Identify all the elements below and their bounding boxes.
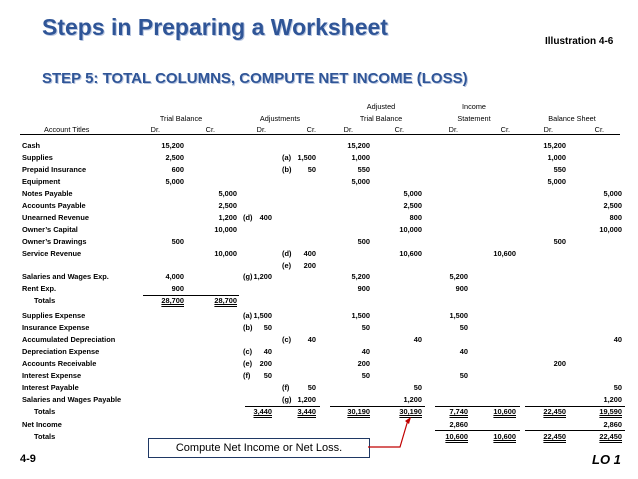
adjustment-letter: (d) — [282, 249, 292, 258]
header-adjustments: Adjustments — [259, 114, 301, 123]
net-income-callout: Compute Net Income or Net Loss. — [148, 438, 370, 458]
cell-atb-dr: 5,200 — [351, 272, 370, 281]
account-title: Salaries and Wages Payable — [22, 395, 122, 404]
cell-is-dr: 900 — [455, 284, 468, 293]
adjustment-letter: (b) — [243, 323, 253, 332]
cell-tb-dr: 4,000 — [165, 272, 184, 281]
cell-adj-dr: 400 — [259, 213, 272, 222]
header-adjusted-line1: Adjusted — [366, 102, 396, 111]
account-title: Owner’s Drawings — [22, 237, 87, 246]
cell-is-dr: 7,740 — [449, 407, 468, 416]
cell-atb-dr: 1,000 — [351, 153, 370, 162]
page-title: Steps in Preparing a Worksheet — [42, 14, 388, 40]
cell-atb-cr: 30,190 — [399, 407, 422, 416]
cell-adj-dr: 1,500 — [253, 311, 272, 320]
header-is-cr: Cr. — [500, 125, 510, 134]
cell-bs-cr: 1,200 — [603, 395, 622, 404]
cell-atb-cr: 2,500 — [403, 201, 422, 210]
header-adj-cr: Cr. — [306, 125, 316, 134]
account-title: Accounts Payable — [22, 201, 86, 210]
adjustment-letter: (f) — [282, 383, 290, 392]
cell-adj-cr: 40 — [307, 335, 316, 344]
account-title: Totals — [34, 432, 56, 441]
cell-bs-cr: 800 — [609, 213, 622, 222]
cell-atb-dr: 30,190 — [347, 407, 370, 416]
cell-bs-dr: 15,200 — [543, 141, 566, 150]
cell-bs-cr: 22,450 — [599, 432, 622, 441]
account-title: Totals — [34, 407, 56, 416]
cell-adj-cr: 400 — [303, 249, 316, 258]
step-heading: STEP 5: TOTAL COLUMNS, COMPUTE NET INCOME (LOSS) — [42, 70, 468, 87]
cell-tb-dr: 600 — [171, 165, 184, 174]
cell-is-dr: 40 — [459, 347, 468, 356]
cell-bs-cr: 40 — [613, 335, 622, 344]
account-title: Salaries and Wages Exp. — [22, 272, 109, 281]
cell-atb-cr: 50 — [413, 383, 422, 392]
cell-tb-dr: 900 — [171, 284, 184, 293]
adjustment-letter: (b) — [282, 165, 292, 174]
cell-adj-dr: 50 — [263, 323, 272, 332]
header-balance-sheet: Balance Sheet — [548, 114, 596, 123]
header-account-titles: Account Titles — [44, 125, 90, 134]
header-income-line1: Income — [462, 102, 486, 111]
cell-atb-dr: 900 — [357, 284, 370, 293]
cell-atb-cr: 5,000 — [403, 189, 422, 198]
cell-atb-dr: 500 — [357, 237, 370, 246]
cell-is-dr: 5,200 — [449, 272, 468, 281]
cell-adj-cr: 200 — [303, 261, 316, 270]
illustration-label: Illustration 4-6 — [545, 36, 614, 47]
cell-bs-cr: 50 — [613, 383, 622, 392]
cell-atb-dr: 15,200 — [347, 141, 370, 150]
cell-bs-dr: 1,000 — [547, 153, 566, 162]
account-title: Insurance Expense — [22, 323, 90, 332]
cell-bs-dr: 5,000 — [547, 177, 566, 186]
cell-atb-dr: 550 — [357, 165, 370, 174]
cell-adj-dr: 40 — [263, 347, 272, 356]
account-title: Accumulated Depreciation — [22, 335, 116, 344]
account-title: Owner’s Capital — [22, 225, 78, 234]
cell-bs-cr: 10,000 — [599, 225, 622, 234]
cell-is-dr: 2,860 — [449, 420, 468, 429]
header-income-line2: Statement — [457, 114, 491, 123]
cell-is-dr: 50 — [459, 323, 468, 332]
header-trial-balance: Trial Balance — [159, 114, 203, 123]
cell-is-cr: 10,600 — [493, 432, 516, 441]
cell-is-cr: 10,600 — [493, 249, 516, 258]
cell-bs-dr: 22,450 — [543, 432, 566, 441]
learning-objective: LO 1 — [592, 452, 621, 467]
adjustment-letter: (g) — [282, 395, 292, 404]
cell-tb-dr: 500 — [171, 237, 184, 246]
header-bs-cr: Cr. — [594, 125, 604, 134]
cell-atb-dr: 5,000 — [351, 177, 370, 186]
header-adj-dr: Dr. — [256, 125, 266, 134]
cell-is-dr: 10,600 — [445, 432, 468, 441]
cell-bs-cr: 2,860 — [603, 420, 622, 429]
adjustment-letter: (c) — [282, 335, 292, 344]
cell-atb-dr: 1,500 — [351, 311, 370, 320]
header-adjusted-line2: Trial Balance — [359, 114, 403, 123]
cell-adj-dr: 50 — [263, 371, 272, 380]
cell-atb-cr: 10,000 — [399, 225, 422, 234]
cell-adj-dr: 3,440 — [253, 407, 272, 416]
cell-adj-dr: 200 — [259, 359, 272, 368]
account-title: Interest Payable — [22, 383, 79, 392]
header-tb-cr: Cr. — [205, 125, 215, 134]
header-bs-dr: Dr. — [543, 125, 553, 134]
account-title: Rent Exp. — [22, 284, 57, 293]
header-atb-dr: Dr. — [343, 125, 353, 134]
cell-bs-cr: 19,590 — [599, 407, 622, 416]
cell-tb-cr: 5,000 — [218, 189, 237, 198]
cell-bs-cr: 5,000 — [603, 189, 622, 198]
header-atb-cr: Cr. — [394, 125, 404, 134]
cell-atb-dr: 50 — [361, 323, 370, 332]
cell-adj-dr: 1,200 — [253, 272, 272, 281]
cell-adj-cr: 50 — [307, 383, 316, 392]
adjustment-letter: (e) — [282, 261, 292, 270]
account-title: Net Income — [22, 420, 62, 429]
account-title: Service Revenue — [22, 249, 82, 258]
cell-bs-dr: 500 — [553, 237, 566, 246]
cell-atb-dr: 40 — [361, 347, 370, 356]
cell-tb-dr: 5,000 — [165, 177, 184, 186]
cell-adj-cr: 1,500 — [297, 153, 316, 162]
cell-atb-dr: 50 — [361, 371, 370, 380]
adjustment-letter: (a) — [243, 311, 253, 320]
cell-tb-dr: 15,200 — [161, 141, 184, 150]
account-title: Unearned Revenue — [22, 213, 89, 222]
account-title: Equipment — [22, 177, 61, 186]
cell-adj-cr: 3,440 — [297, 407, 316, 416]
adjustment-letter: (g) — [243, 272, 253, 281]
adjustment-letter: (e) — [243, 359, 253, 368]
cell-tb-cr: 10,000 — [214, 249, 237, 258]
cell-bs-cr: 2,500 — [603, 201, 622, 210]
header-is-dr: Dr. — [448, 125, 458, 134]
account-title: Supplies Expense — [22, 311, 86, 320]
cell-is-dr: 50 — [459, 371, 468, 380]
cell-bs-dr: 200 — [553, 359, 566, 368]
cell-adj-cr: 1,200 — [297, 395, 316, 404]
cell-atb-cr: 40 — [413, 335, 422, 344]
cell-tb-dr: 28,700 — [161, 296, 184, 305]
adjustment-letter: (f) — [243, 371, 251, 380]
header-tb-dr: Dr. — [150, 125, 160, 134]
cell-is-cr: 10,600 — [493, 407, 516, 416]
cell-atb-cr: 800 — [409, 213, 422, 222]
cell-adj-cr: 50 — [307, 165, 316, 174]
account-title: Cash — [22, 141, 41, 150]
cell-bs-dr: 22,450 — [543, 407, 566, 416]
account-title: Supplies — [22, 153, 53, 162]
cell-tb-cr: 2,500 — [218, 201, 237, 210]
cell-is-dr: 1,500 — [449, 311, 468, 320]
cell-tb-cr: 10,000 — [214, 225, 237, 234]
account-title: Depreciation Expense — [22, 347, 100, 356]
account-title: Accounts Receivable — [22, 359, 97, 368]
cell-atb-cr: 10,600 — [399, 249, 422, 258]
cell-tb-dr: 2,500 — [165, 153, 184, 162]
cell-atb-cr: 1,200 — [403, 395, 422, 404]
cell-atb-dr: 200 — [357, 359, 370, 368]
adjustment-letter: (c) — [243, 347, 253, 356]
cell-bs-dr: 550 — [553, 165, 566, 174]
cell-tb-cr: 28,700 — [214, 296, 237, 305]
account-title: Totals — [34, 296, 56, 305]
account-title: Interest Expense — [22, 371, 82, 380]
adjustment-letter: (a) — [282, 153, 292, 162]
account-title: Prepaid Insurance — [22, 165, 87, 174]
page-number: 4-9 — [20, 453, 36, 465]
adjustment-letter: (d) — [243, 213, 253, 222]
account-title: Notes Payable — [22, 189, 73, 198]
cell-tb-cr: 1,200 — [218, 213, 237, 222]
